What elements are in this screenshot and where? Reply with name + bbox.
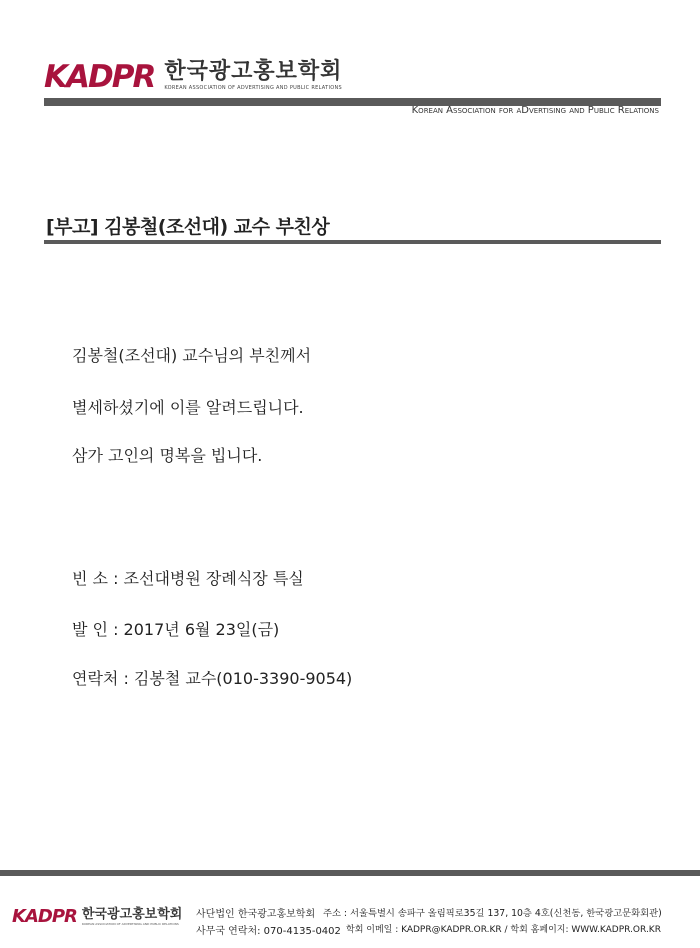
title-divider bbox=[44, 240, 661, 244]
kadpr-logo-mark: KADPR bbox=[44, 59, 155, 95]
body-line-3: 삼가 고인의 명복을 빕니다. bbox=[72, 446, 263, 465]
header-logo bbox=[44, 60, 342, 96]
funeral-date-detail: 발 인 : 2017년 6월 23일(금) bbox=[72, 620, 280, 639]
footer-logo bbox=[12, 906, 182, 927]
footer-divider bbox=[0, 870, 700, 876]
page-title: [부고] 김봉철(조선대) 교수 부친상 bbox=[46, 216, 330, 238]
footer-logo-text bbox=[82, 907, 182, 926]
logo-korean-name: 한국광고홍보학회 bbox=[164, 59, 343, 84]
funeral-hall-detail: 빈 소 : 조선대병원 장례식장 특실 bbox=[72, 569, 304, 588]
footer-org: 사단법인 한국광고홍보학회 bbox=[196, 909, 316, 920]
logo-text bbox=[164, 60, 342, 92]
footer-phone: 사무국 연락처: 070-4135-0402 bbox=[196, 926, 341, 937]
body-line-1: 김봉철(조선대) 교수님의 부친께서 bbox=[72, 346, 312, 365]
contact-detail: 연락처 : 김봉철 교수(010-3390-9054) bbox=[72, 669, 353, 688]
body-line-2: 별세하셨기에 이를 알려드립니다. bbox=[72, 398, 304, 417]
logo-english-name: KOREAN ASSOCIATION OF ADVERTISING AND PUBLIC RELATIONS bbox=[164, 85, 343, 91]
footer-contact: 학회 이메일 : KADPR@KADPR.OR.KR / 학회 홈페이지: WWW.KADPR.OR.KR bbox=[346, 925, 661, 935]
footer-logo-mark: KADPR bbox=[12, 906, 77, 927]
footer-address: 주소 : 서울특별시 송파구 올림픽로35길 137, 10층 4호(신천동, 한국광고문화회관) bbox=[323, 908, 662, 919]
footer-logo-english: KOREAN ASSOCIATION OF ADVERTISING AND PUBLIC RELATIONS bbox=[81, 922, 179, 926]
header-subtitle: Korean Association for aDvertising and Public Relations bbox=[411, 105, 659, 116]
footer-logo-korean: 한국광고홍보학회 bbox=[81, 907, 183, 922]
